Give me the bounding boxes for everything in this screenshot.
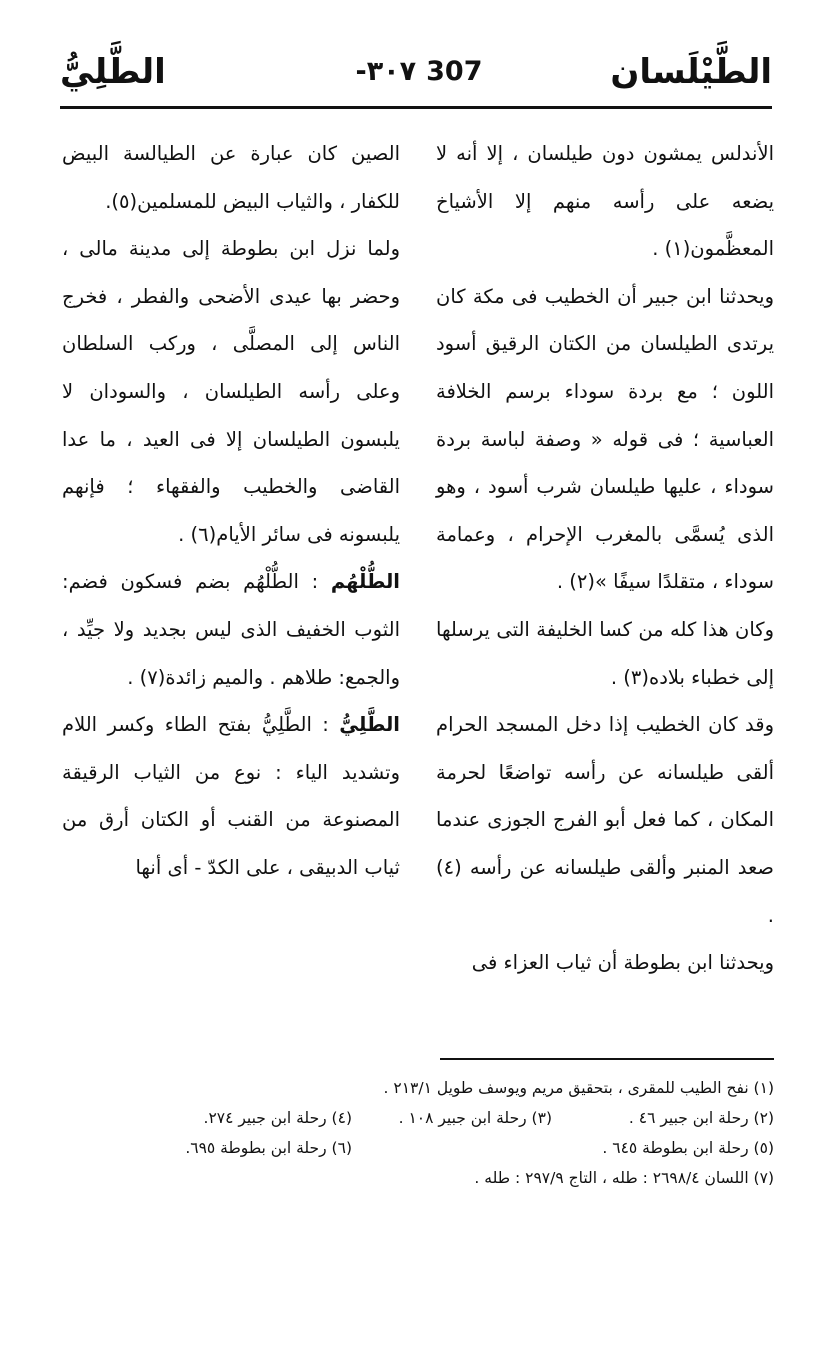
footnote-line	[74, 1073, 774, 1103]
footnote: (٦) رحلة ابن بطوطة ٦٩٥.	[185, 1139, 352, 1157]
entry-term: الطُّلْهُم	[330, 570, 400, 594]
footnotes	[74, 1073, 774, 1193]
header-rule	[60, 106, 772, 109]
footnote: (٣) رحلة ابن جبير ١٠٨ .	[398, 1109, 552, 1127]
footnote: (٥) رحلة ابن بطوطة ٦٤٥ .	[602, 1139, 774, 1157]
footnote-line	[74, 1133, 774, 1163]
running-title-left: الطَّلِيُّ	[60, 52, 166, 92]
paragraph: ويحدثنا ابن بطوطة أن ثياب العزاء فى	[471, 951, 774, 975]
footnote: (٤) رحلة ابن جبير ٢٧٤.	[203, 1109, 352, 1127]
entry-definition: : الطُّلْهُم بضم فسكون فضم: الثوب الخفيف الذى ليس بجديد ولا جيِّد ، والجمع: طلاهم . والميم زائدة(٧) .	[62, 570, 400, 689]
entry-definition: : الطَّلِيُّ بفتح الطاء وكسر اللام وتشديد الياء : نوع من الثياب الرقيقة المصنوعة من القنب أو الكتان أرق من ثياب الدبيقى ، على الكدّ - أى أنها	[62, 713, 400, 879]
running-title-right: الطَّيْلَسان	[610, 52, 772, 92]
footnote: (٧) اللسان ٢٦٩٨/٤ : طله ، التاج ٢٩٧/٩ : طله .	[474, 1169, 774, 1187]
text-column-right	[436, 130, 774, 987]
footnote: (٢) رحلة ابن جبير ٤٦ .	[628, 1109, 774, 1127]
entry-term: الطَّلِيُّ	[339, 713, 400, 737]
page-number-arabic: -٣٠٧	[355, 56, 417, 87]
paragraph: الصين كان عبارة عن الطيالسة البيض للكفار ، والثياب البيض للمسلمين(٥).	[62, 142, 400, 213]
paragraph: ويحدثنا ابن جبير أن الخطيب فى مكة كان يرتدى الطيلسان من الكتان الرقيق أسود اللون ؛ مع بردة سوداء برسم الخلافة العباسية ؛ فى قوله « وصفة لباسة بردة سوداء ، عليها طيلسان شرب أسود ، وهو الذى يُسمَّى بالمغرب الإحرام ، وعمامة سوداء ، متقلدًا سيفًا »(٢) .	[436, 284, 774, 594]
paragraph: ولما نزل ابن بطوطة إلى مدينة مالى ، وحضر بها عيدى الأضحى والفطر ، فخرج الناس إلى المصلَّى ، وركب السلطان وعلى رأسه الطيلسان ، والسودان لا يلبسون الطيلسان إلا فى العيد ، ما عدا القاضى والخطيب والفقهاء ؛ فإنهم يلبسونه فى سائر الأيام(٦) .	[62, 237, 400, 546]
footnote-line	[74, 1103, 774, 1133]
footnote-rule	[440, 1058, 774, 1060]
paragraph: وكان هذا كله من كسا الخليفة التى يرسلها إلى خطباء بلاده(٣) .	[436, 617, 774, 689]
text-column-left	[62, 130, 400, 892]
dictionary-entry	[62, 701, 400, 891]
footnote: (١) نفح الطيب للمقرى ، بتحقيق مريم ويوسف طويل ٢١٣/١ .	[383, 1079, 774, 1097]
footnote-line	[74, 1163, 774, 1193]
dictionary-entry	[62, 558, 400, 701]
paragraph: وقد كان الخطيب إذا دخل المسجد الحرام ألقى طيلسانه عن رأسه تواضعًا لحرمة المكان ، كما فعل أبو الفرج الجوزى عندما صعد المنبر وألقى طيلسانه عن رأسه (٤) .	[436, 713, 774, 927]
paragraph: الأندلس يمشون دون طيلسان ، إلا أنه لا يضعه على رأسه منهم إلا الأشياخ المعظَّمون(١) .	[436, 142, 774, 261]
page-number-latin: 307	[426, 56, 483, 87]
